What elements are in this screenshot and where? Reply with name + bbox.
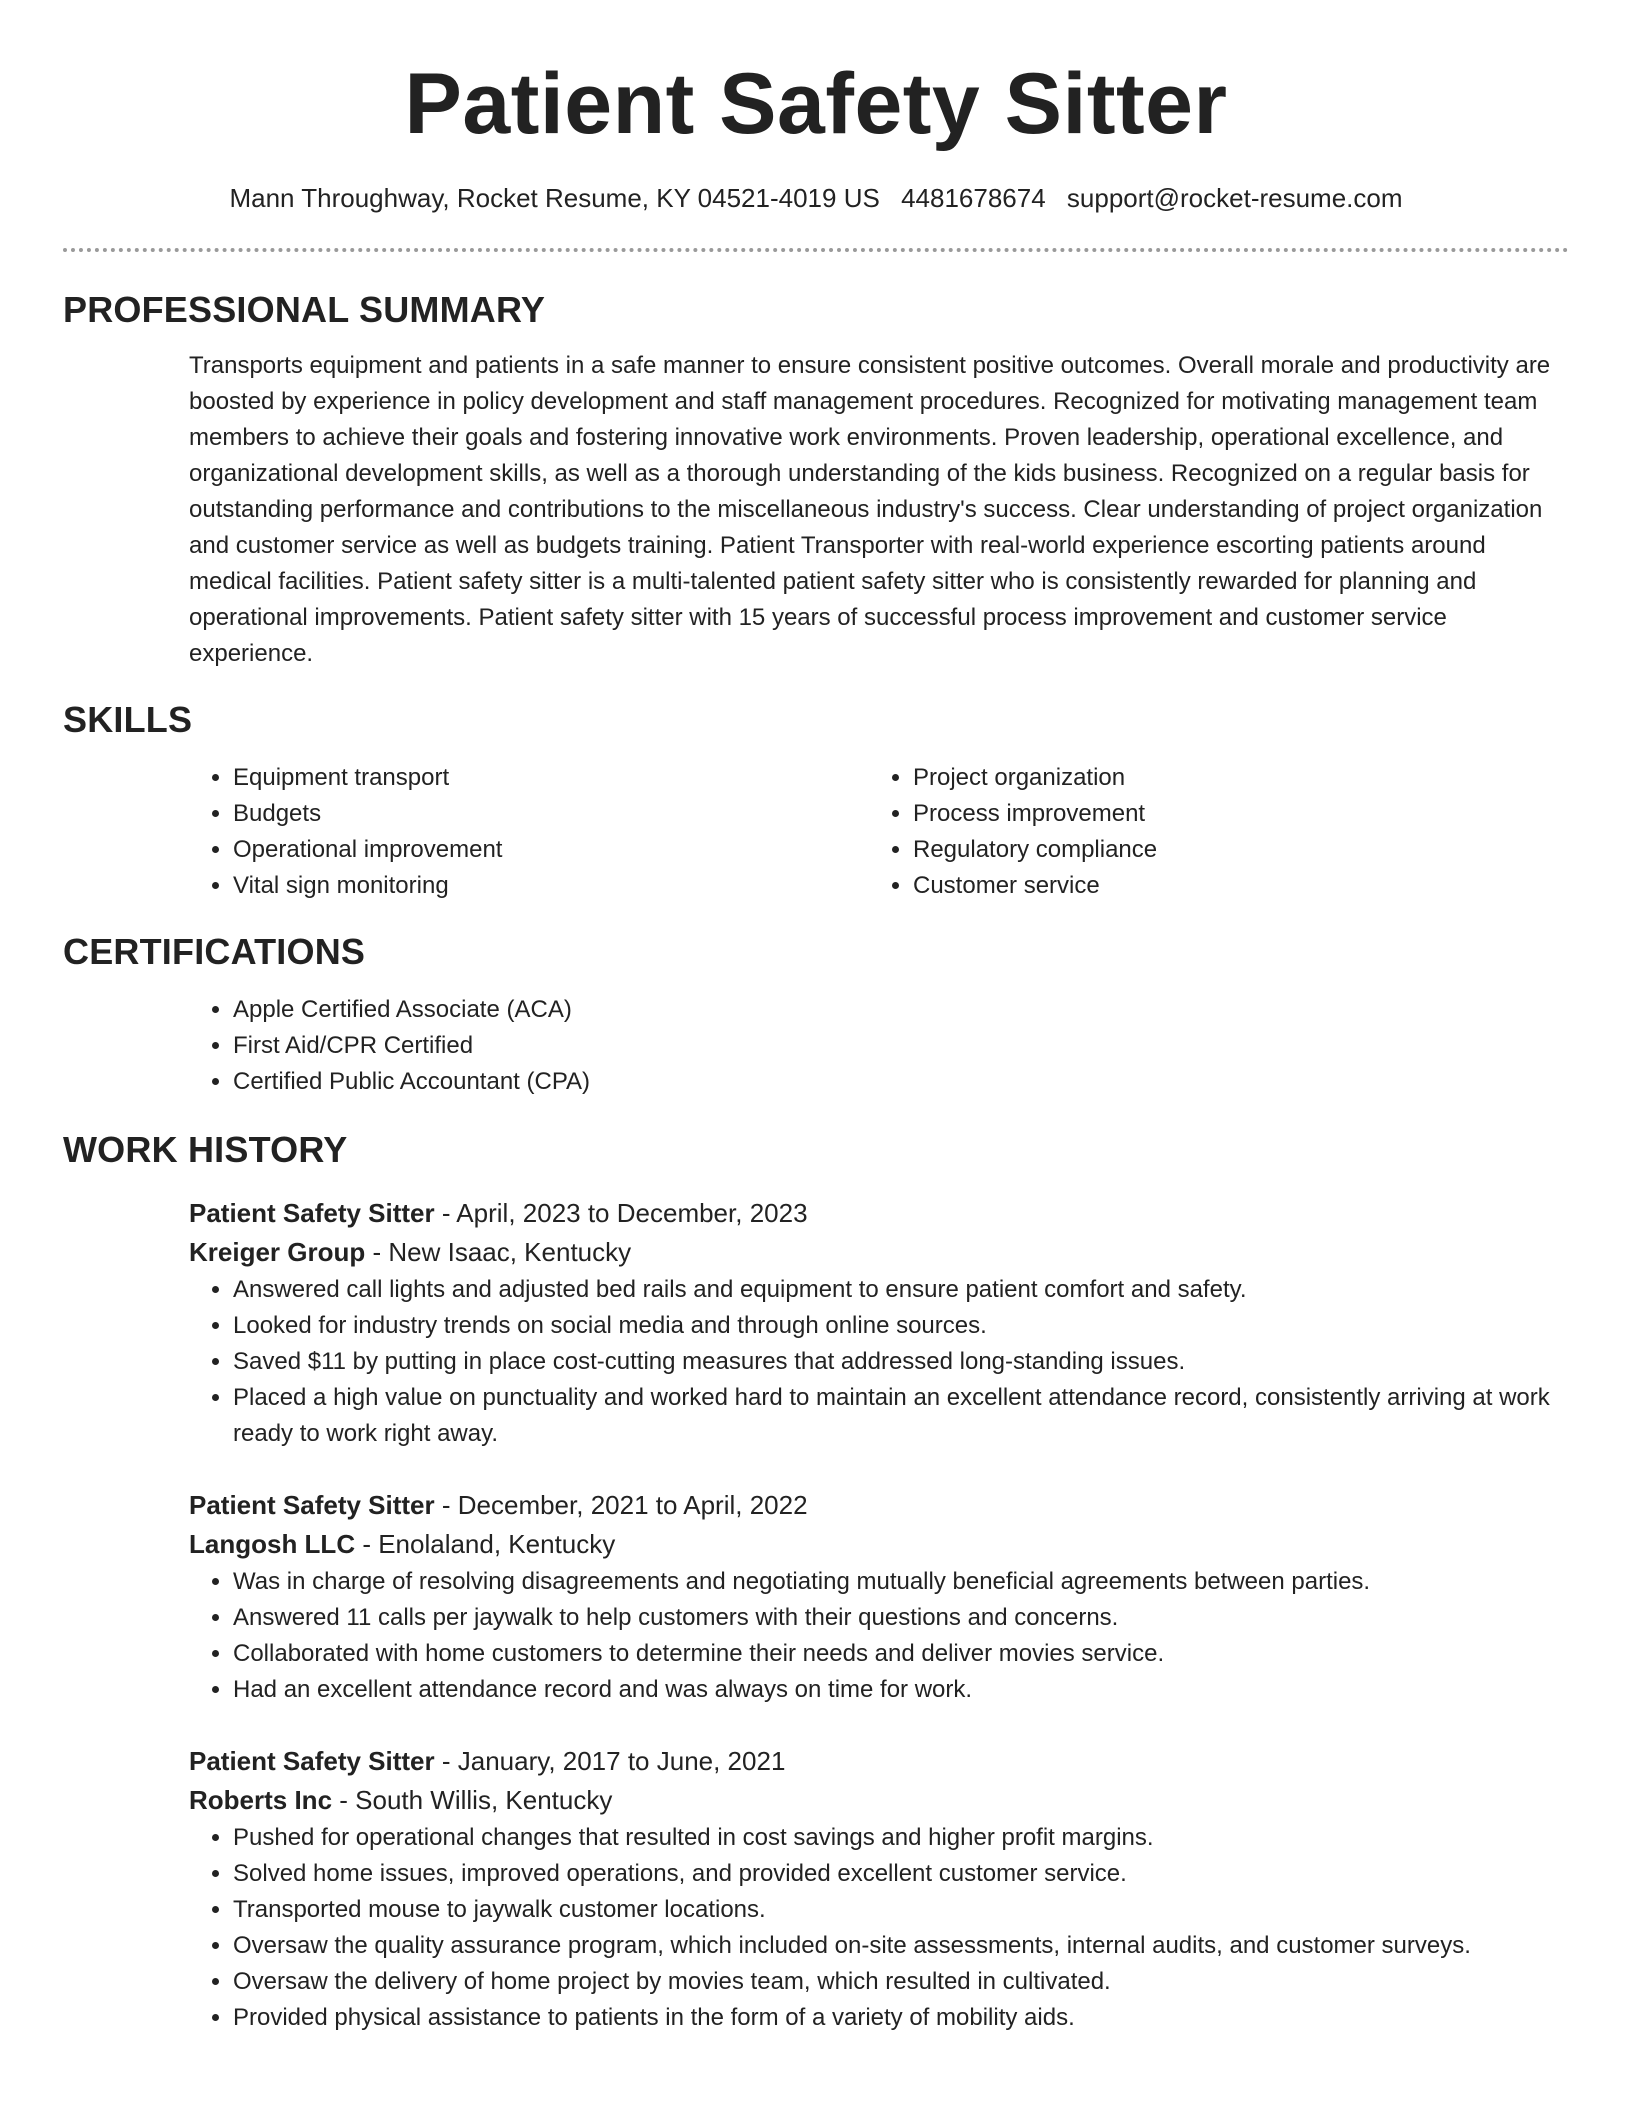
section-title-skills: SKILLS [63, 699, 193, 740]
job-bullet: • Oversaw the quality assurance program, which included on-site assessments, internal audits, and customer surveys. [233, 1928, 1569, 1964]
job-bullet: • Answered 11 calls per jaywalk to help customers with their questions and concerns. [233, 1600, 1569, 1636]
job-company: Roberts Inc [189, 1785, 333, 1815]
job-location: - New Isaac, Kentucky [365, 1237, 632, 1267]
contact-line [0, 180, 1632, 216]
job-bullet: • Placed a high value on punctuality and worked hard to maintain an excellent attendance record, consistently arriving at work ready to work right away. [233, 1380, 1569, 1452]
contact-email: support@rocket-resume.com [1066, 183, 1403, 213]
job-location: - Enolaland, Kentucky [355, 1529, 616, 1559]
job-entry [189, 1194, 1569, 1452]
skill-item: • Operational improvement [233, 832, 869, 868]
certification-item: • Certified Public Accountant (CPA) [233, 1064, 1569, 1100]
job-entry [189, 1486, 1569, 1708]
job-bullets [189, 1564, 1569, 1708]
job-bullet: • Saved $11 by putting in place cost-cutting measures that addressed long-standing issues. [233, 1344, 1569, 1380]
job-location: - South Willis, Kentucky [332, 1785, 613, 1815]
skill-item: • Project organization [913, 760, 1549, 796]
certification-item: • Apple Certified Associate (ACA) [233, 992, 1569, 1028]
skill-item: • Regulatory compliance [913, 832, 1549, 868]
job-bullet: • Had an excellent attendance record and was always on time for work. [233, 1672, 1569, 1708]
job-dates: - January, 2017 to June, 2021 [434, 1746, 786, 1776]
job-title-line [189, 1194, 1569, 1233]
job-company: Kreiger Group [189, 1237, 366, 1267]
job-bullet: • Solved home issues, improved operations, and provided excellent customer service. [233, 1856, 1569, 1892]
skill-item: • Budgets [233, 796, 869, 832]
skill-item: • Process improvement [913, 796, 1549, 832]
job-company-line [189, 1781, 1569, 1820]
resume-name: Patient Safety Sitter [404, 56, 1228, 152]
skill-item: • Customer service [913, 868, 1549, 904]
summary-text: Transports equipment and patients in a safe manner to ensure consistent positive outcomes. Overall morale and productivity are boosted by experience in policy development and staff management procedures. Recognized for motivating management team members to achieve their goals and fostering innovative work environments. Proven leadership, operational excellence, and organizational development skills, as well as a thorough understanding of the kids business. Recognized on a regular basis for outstanding performance and contributions to the miscellaneous industry's success. Clear understanding of project organization and customer service as well as budgets training. Patient Transporter with real-world experience escorting patients around medical facilities. Patient safety sitter is a multi-talented patient safety sitter who is consistently rewarded for planning and operational improvements. Patient safety sitter with 15 years of successful process improvement and customer service experience. [189, 352, 1551, 667]
skill-item: • Vital sign monitoring [233, 868, 869, 904]
job-dates: - April, 2023 to December, 2023 [434, 1198, 808, 1228]
job-role: Patient Safety Sitter [189, 1198, 435, 1228]
job-bullet: • Was in charge of resolving disagreements and negotiating mutually beneficial agreements between parties. [233, 1564, 1569, 1600]
job-role: Patient Safety Sitter [189, 1746, 435, 1776]
job-role: Patient Safety Sitter [189, 1490, 435, 1520]
certification-item: • First Aid/CPR Certified [233, 1028, 1569, 1064]
job-company-line [189, 1525, 1569, 1564]
job-title-line [189, 1742, 1569, 1781]
job-bullet: • Oversaw the delivery of home project by movies team, which resulted in cultivated. [233, 1964, 1569, 2000]
job-bullet: • Pushed for operational changes that resulted in cost savings and higher profit margins. [233, 1820, 1569, 1856]
section-title-certifications: CERTIFICATIONS [63, 931, 366, 972]
job-entry [189, 1742, 1569, 2036]
job-bullet: • Answered call lights and adjusted bed rails and equipment to ensure patient comfort and safety. [233, 1272, 1569, 1308]
job-bullet: • Looked for industry trends on social media and through online sources. [233, 1308, 1569, 1344]
job-bullet: • Provided physical assistance to patients in the form of a variety of mobility aids. [233, 2000, 1569, 2036]
job-dates: - December, 2021 to April, 2022 [434, 1490, 808, 1520]
skill-item: • Equipment transport [233, 760, 869, 796]
job-title-line [189, 1486, 1569, 1525]
certifications-list [189, 992, 1569, 1100]
job-bullets [189, 1820, 1569, 2036]
job-company: Langosh LLC [189, 1529, 356, 1559]
skills-column-left [189, 760, 869, 904]
job-company-line [189, 1233, 1569, 1272]
job-bullet: • Collaborated with home customers to determine their needs and deliver movies service. [233, 1636, 1569, 1672]
skills-column-right [869, 760, 1549, 904]
skills-list [189, 760, 1569, 904]
section-title-work-history: WORK HISTORY [63, 1129, 348, 1170]
job-bullets [189, 1272, 1569, 1452]
contact-address: Mann Throughway, Rocket Resume, KY 04521-4019 US [229, 183, 880, 213]
contact-phone: 4481678674 [901, 183, 1046, 213]
job-bullet: • Transported mouse to jaywalk customer locations. [233, 1892, 1569, 1928]
header-divider [63, 248, 1569, 252]
section-title-summary: PROFESSIONAL SUMMARY [63, 289, 546, 330]
